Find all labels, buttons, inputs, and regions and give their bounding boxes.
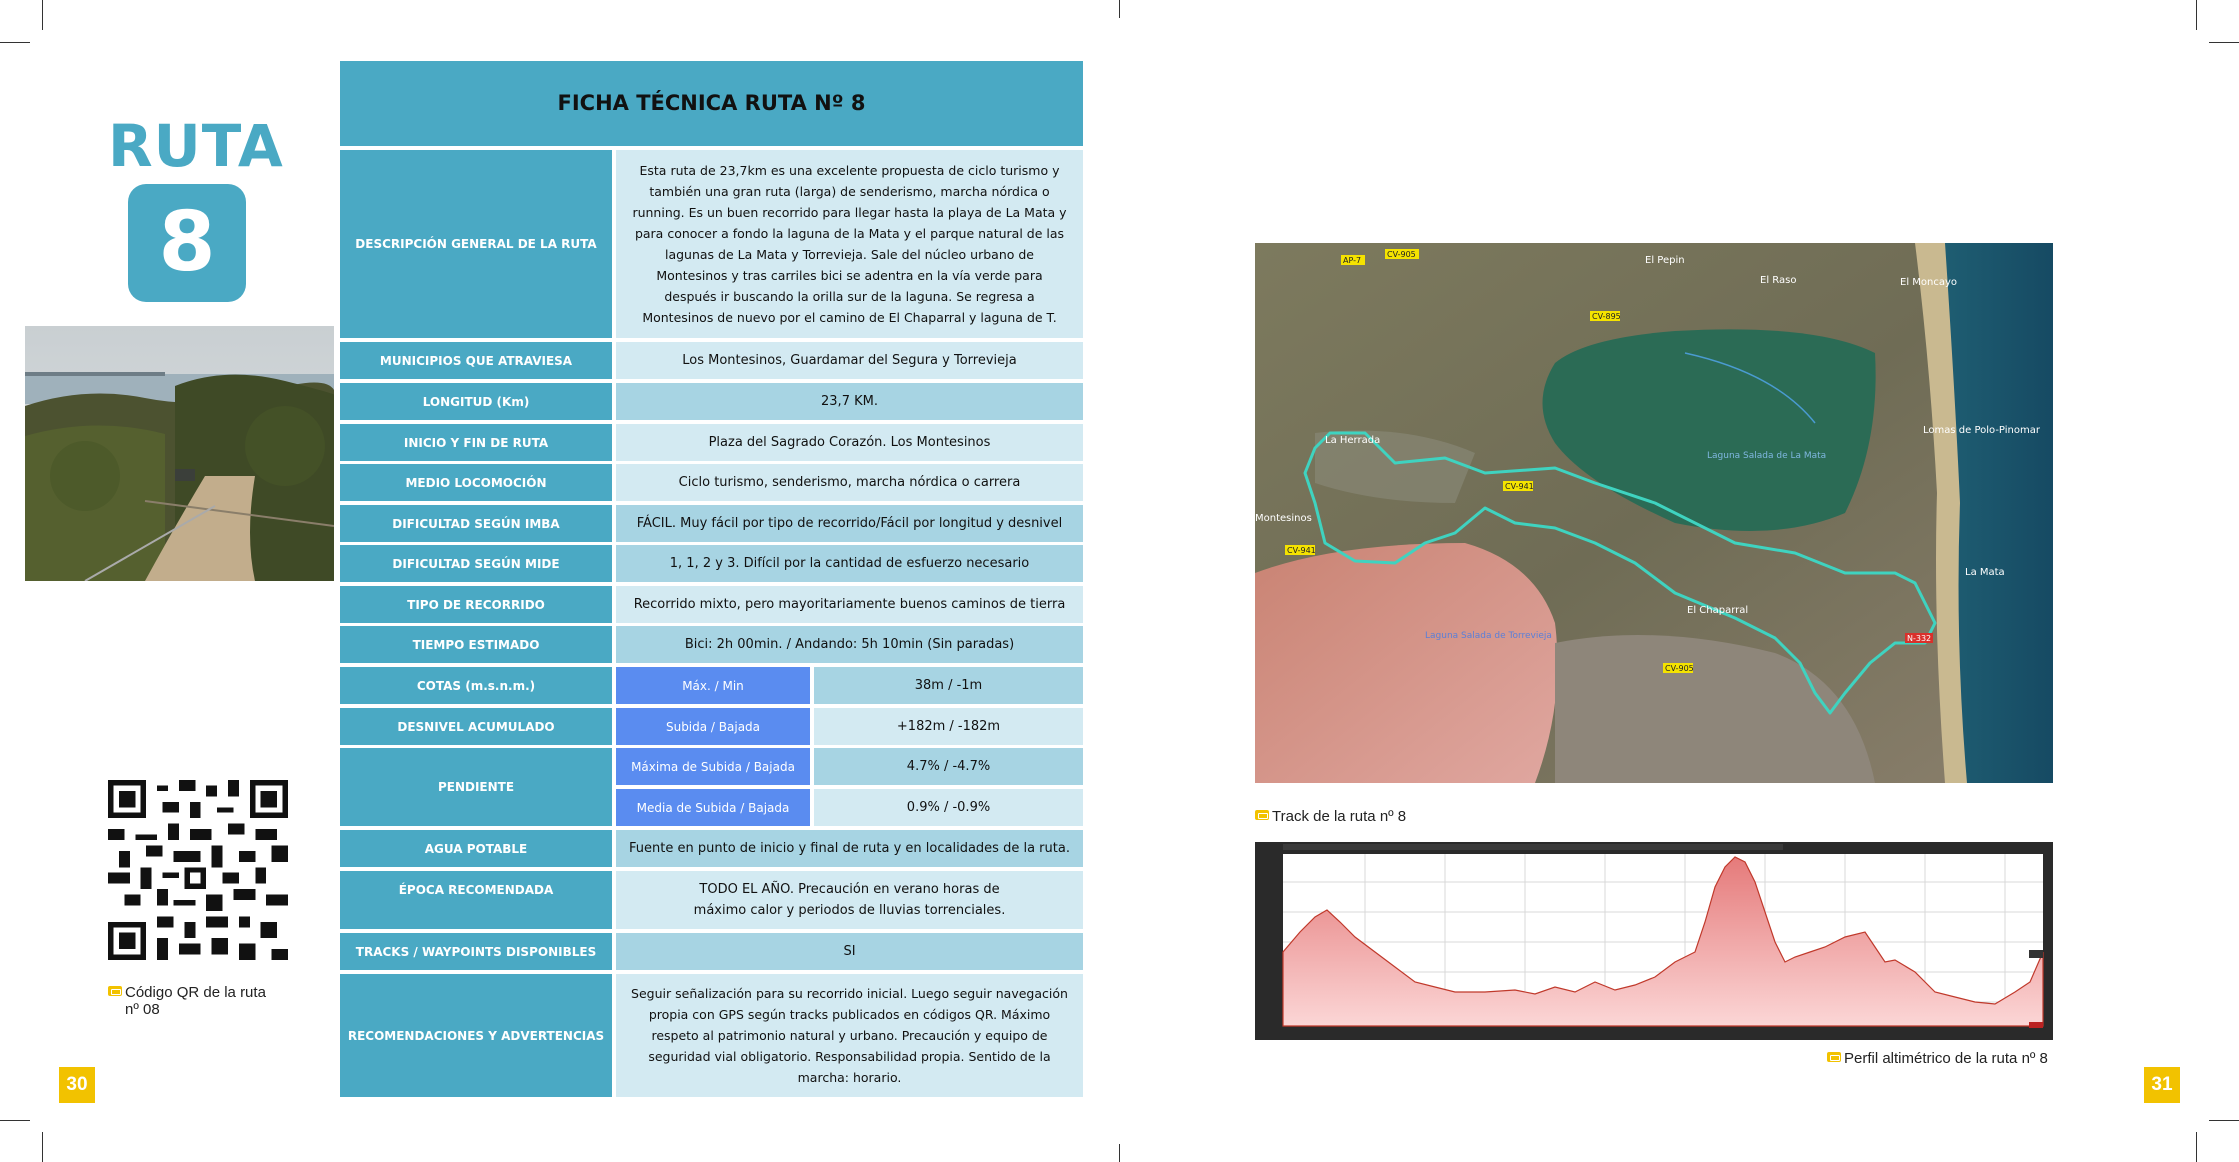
- crop-mark: [2209, 1120, 2239, 1121]
- row-sublabel: Subida / Bajada: [616, 708, 810, 745]
- map-label-n332: N-332: [1907, 634, 1932, 643]
- row-value: Fuente en punto de inicio y final de ruta y en localidades de la ruta.: [616, 830, 1083, 867]
- row-label: DESNIVEL ACUMULADO: [340, 708, 612, 745]
- row-value: 1, 1, 2 y 3. Difícil por la cantidad de esfuerzo necesario: [616, 545, 1083, 582]
- profile-caption-text: Perfil altimétrico de la ruta nº 8: [1844, 1050, 2048, 1067]
- row-sublabel: Media de Subida / Bajada: [616, 789, 810, 826]
- route-title: RUTA: [108, 112, 284, 180]
- row-label: DESCRIPCIÓN GENERAL DE LA RUTA: [340, 150, 612, 338]
- table-row: [340, 933, 1083, 970]
- qr-code[interactable]: [108, 780, 288, 960]
- row-label: DIFICULTAD SEGÚN IMBA: [340, 505, 612, 542]
- row-label: TRACKS / WAYPOINTS DISPONIBLES: [340, 933, 612, 970]
- row-value: Ciclo turismo, senderismo, marcha nórdica o carrera: [616, 464, 1083, 501]
- map-label-ap7: AP-7: [1343, 256, 1362, 265]
- table-row-pendiente: [340, 748, 1083, 826]
- map-label-lomas: Lomas de Polo-Pinomar: [1923, 425, 2040, 436]
- caption-icon: [108, 986, 122, 996]
- map-label-la-herrada: La Herrada: [1325, 435, 1381, 446]
- table-row: [340, 150, 1083, 338]
- crop-mark: [42, 0, 43, 30]
- row-value: Bici: 2h 00min. / Andando: 5h 10min (Sin paradas): [616, 626, 1083, 663]
- row-label: RECOMENDACIONES Y ADVERTENCIAS: [340, 974, 612, 1097]
- row-sublabel: Máx. / Min: [616, 667, 810, 704]
- row-value: 4.7% / -4.7%: [814, 748, 1083, 785]
- map-label-el-raso: El Raso: [1760, 275, 1797, 286]
- row-value: TODO EL AÑO. Precaución en verano horas de máximo calor y periodos de lluvias torrenciales.: [616, 871, 1083, 929]
- row-label: MUNICIPIOS QUE ATRAVIESA: [340, 342, 612, 379]
- crop-mark: [1119, 1144, 1120, 1162]
- table-row: [340, 505, 1083, 542]
- map-label-el-moncayo: El Moncayo: [1900, 277, 1958, 288]
- table-row: [340, 424, 1083, 461]
- sheet-title: FICHA TÉCNICA RUTA Nº 8: [340, 61, 1083, 146]
- table-row-cotas: [340, 667, 1083, 704]
- row-value: +182m / -182m: [814, 708, 1083, 745]
- table-row: [340, 342, 1083, 379]
- map-caption: [1255, 808, 1555, 825]
- table-row: [340, 464, 1083, 501]
- crop-mark: [2196, 1132, 2197, 1162]
- row-value: Recorrido mixto, pero mayoritariamente buenos caminos de tierra: [616, 586, 1083, 623]
- route-photo: [25, 326, 334, 581]
- crop-mark: [2196, 0, 2197, 30]
- technical-sheet: [340, 61, 1083, 1097]
- row-label: PENDIENTE: [340, 748, 612, 826]
- crop-mark: [42, 1132, 43, 1162]
- row-label: COTAS (m.s.n.m.): [340, 667, 612, 704]
- row-label: INICIO Y FIN DE RUTA: [340, 424, 612, 461]
- qr-caption-line1: Código QR de la ruta: [125, 984, 266, 1001]
- elevation-profile: [1255, 842, 2053, 1040]
- row-value: 38m / -1m: [814, 667, 1083, 704]
- qr-caption: [108, 984, 308, 1018]
- row-value: Los Montesinos, Guardamar del Segura y Torrevieja: [616, 342, 1083, 379]
- row-sublabel: Máxima de Subida / Bajada: [616, 748, 810, 785]
- row-label: MEDIO LOCOMOCIÓN: [340, 464, 612, 501]
- row-value: 0.9% / -0.9%: [814, 789, 1083, 826]
- map-caption-text: Track de la ruta nº 8: [1272, 808, 1407, 825]
- map-label-el-pepin: El Pepin: [1645, 255, 1685, 266]
- table-row: [340, 383, 1083, 420]
- crop-mark: [1119, 0, 1120, 18]
- map-label-la-mata: La Mata: [1965, 567, 2005, 578]
- map-label-cv905: CV-905: [1665, 664, 1694, 673]
- route-number-badge: 8: [128, 184, 246, 302]
- row-value: Plaza del Sagrado Corazón. Los Montesinos: [616, 424, 1083, 461]
- row-label: TIEMPO ESTIMADO: [340, 626, 612, 663]
- map-label-cv895: CV-895: [1592, 312, 1621, 321]
- row-label: DIFICULTAD SEGÚN MIDE: [340, 545, 612, 582]
- route-map: [1255, 243, 2053, 783]
- table-row-desnivel: [340, 708, 1083, 745]
- row-value: Seguir señalización para su recorrido inicial. Luego seguir navegación propia con GPS según tracks publicados en códigos QR. Máximo respeto al patrimonio natural y urbano. Precaución y equipo de seguridad vial obligatorio. Responsabilidad propia. Sentido de la marcha: horario.: [616, 974, 1083, 1097]
- table-row: [340, 974, 1083, 1097]
- caption-icon: [1255, 810, 1269, 820]
- map-label-laguna-mata: Laguna Salada de La Mata: [1707, 451, 1827, 461]
- table-row: [340, 871, 1083, 929]
- page-number-left: 30: [59, 1067, 95, 1103]
- row-value: Esta ruta de 23,7km es una excelente propuesta de ciclo turismo y también una gran ruta (larga) de senderismo, marcha nórdica o running. Es un buen recorrido para llegar hasta la playa de La Mata y para conocer a fondo la laguna de la Mata y el parque natural de las lagunas de La Mata y Torrevieja. Sale del núcleo urbano de Montesinos y tras carriles bici se adentra en la vía verde para después ir buscando la orilla sur de la laguna. Se regresa a Montesinos de nuevo por el camino de El Chaparral y laguna de T.: [616, 150, 1083, 338]
- map-label-laguna-torrevieja: Laguna Salada de Torrevieja: [1425, 631, 1552, 641]
- crop-mark: [0, 42, 30, 43]
- map-label-cv941-mid: CV-941: [1505, 482, 1534, 491]
- row-label: AGUA POTABLE: [340, 830, 612, 867]
- map-label-el-chaparral: El Chaparral: [1687, 605, 1749, 616]
- crop-mark: [2209, 42, 2239, 43]
- row-label: ÉPOCA RECOMENDADA: [340, 871, 612, 929]
- table-row: [340, 626, 1083, 663]
- page-number-right: 31: [2144, 1067, 2180, 1103]
- row-label: LONGITUD (Km): [340, 383, 612, 420]
- crop-mark: [0, 1120, 30, 1121]
- map-label-montesinos: Montesinos: [1255, 513, 1312, 524]
- row-value: SI: [616, 933, 1083, 970]
- profile-caption: [1827, 1050, 2087, 1067]
- table-row: [340, 586, 1083, 623]
- map-label-cv905-top: CV-905: [1387, 250, 1416, 259]
- row-value: 23,7 KM.: [616, 383, 1083, 420]
- table-row: [340, 545, 1083, 582]
- map-label-cv941: CV-941: [1287, 546, 1316, 555]
- row-label: TIPO DE RECORRIDO: [340, 586, 612, 623]
- table-row: [340, 830, 1083, 867]
- qr-caption-line2: nº 08: [125, 1001, 160, 1018]
- row-value: FÁCIL. Muy fácil por tipo de recorrido/Fácil por longitud y desnivel: [616, 505, 1083, 542]
- caption-icon: [1827, 1052, 1841, 1062]
